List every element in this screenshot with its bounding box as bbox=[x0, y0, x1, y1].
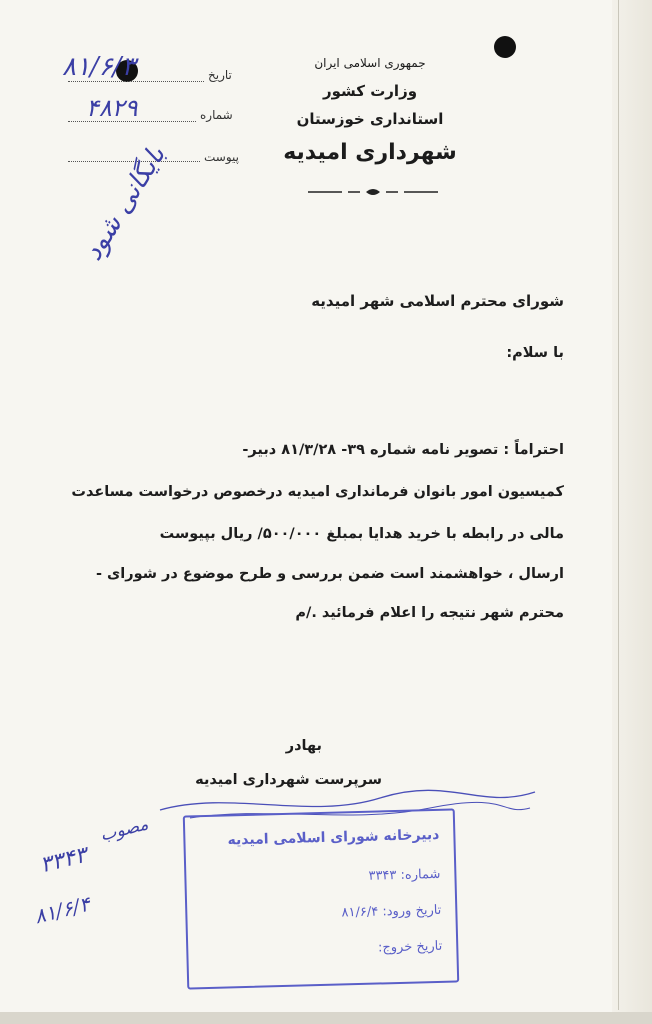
paper-bottom-edge bbox=[0, 1012, 652, 1024]
letter-greeting: با سلام: bbox=[506, 345, 564, 361]
margin-note-date: ۸۱/۶/۴ bbox=[31, 891, 93, 929]
date-label: تاریخ bbox=[208, 68, 232, 82]
attachment-label: پیوست bbox=[204, 150, 239, 164]
secretariat-stamp bbox=[183, 808, 459, 989]
letterhead-municipality: شهرداری امیدیه bbox=[283, 140, 457, 165]
paper-fold-line bbox=[618, 0, 619, 1010]
number-handwritten: ۴۸۲۹ bbox=[86, 94, 138, 122]
stamp-number: شماره: ۳۳۴۳ bbox=[368, 866, 441, 884]
stamp-title: دبیرخانه شورای اسلامی امیدیه bbox=[227, 826, 440, 849]
body-line-5: محترم شهر نتیجه را اعلام فرمائید ./م bbox=[295, 605, 564, 621]
date-handwritten: ۸۱/۶/۳ bbox=[62, 52, 136, 82]
body-line-3: مالی در رابطه با خرید هدایا بمبلغ ۵۰۰/۰۰۰/ ریال بپیوست bbox=[159, 526, 564, 542]
archive-note-handwritten: بایگانی شود bbox=[78, 140, 172, 266]
letterhead-ornament bbox=[308, 182, 438, 192]
letterhead-ministry: وزارت کشور bbox=[322, 82, 418, 100]
body-line-4: ارسال ، خواهشمند است ضمن بررسی و طرح موضوع در شورای - bbox=[95, 566, 564, 582]
stamp-exit-date: تاریخ خروج: bbox=[377, 938, 443, 956]
punch-hole-right bbox=[494, 36, 516, 58]
letterhead-republic: جمهوری اسلامی ایران bbox=[314, 56, 426, 70]
signatory-title: سرپرست شهرداری امیدیه bbox=[195, 772, 382, 788]
letterhead-governorate: استانداری خوزستان bbox=[296, 110, 444, 128]
stamp-entry-date: تاریخ ورود: ۸۱/۶/۴ bbox=[341, 902, 442, 921]
margin-note-approved: مصوب bbox=[98, 814, 151, 846]
letter-recipient: شورای محترم اسلامی شهر امیدیه bbox=[311, 292, 564, 310]
signatory-name: بهادر bbox=[285, 738, 322, 754]
body-line-1: احتراماً : تصویر نامه شماره ۳۹- ۸۱/۳/۲۸ دبیر- bbox=[242, 442, 564, 458]
margin-note-number: ۳۳۴۳ bbox=[37, 842, 90, 879]
number-label: شماره bbox=[200, 108, 233, 122]
body-line-2: کمیسیون امور بانوان فرمانداری امیدیه درخصوص درخواست مساعدت bbox=[71, 484, 564, 500]
